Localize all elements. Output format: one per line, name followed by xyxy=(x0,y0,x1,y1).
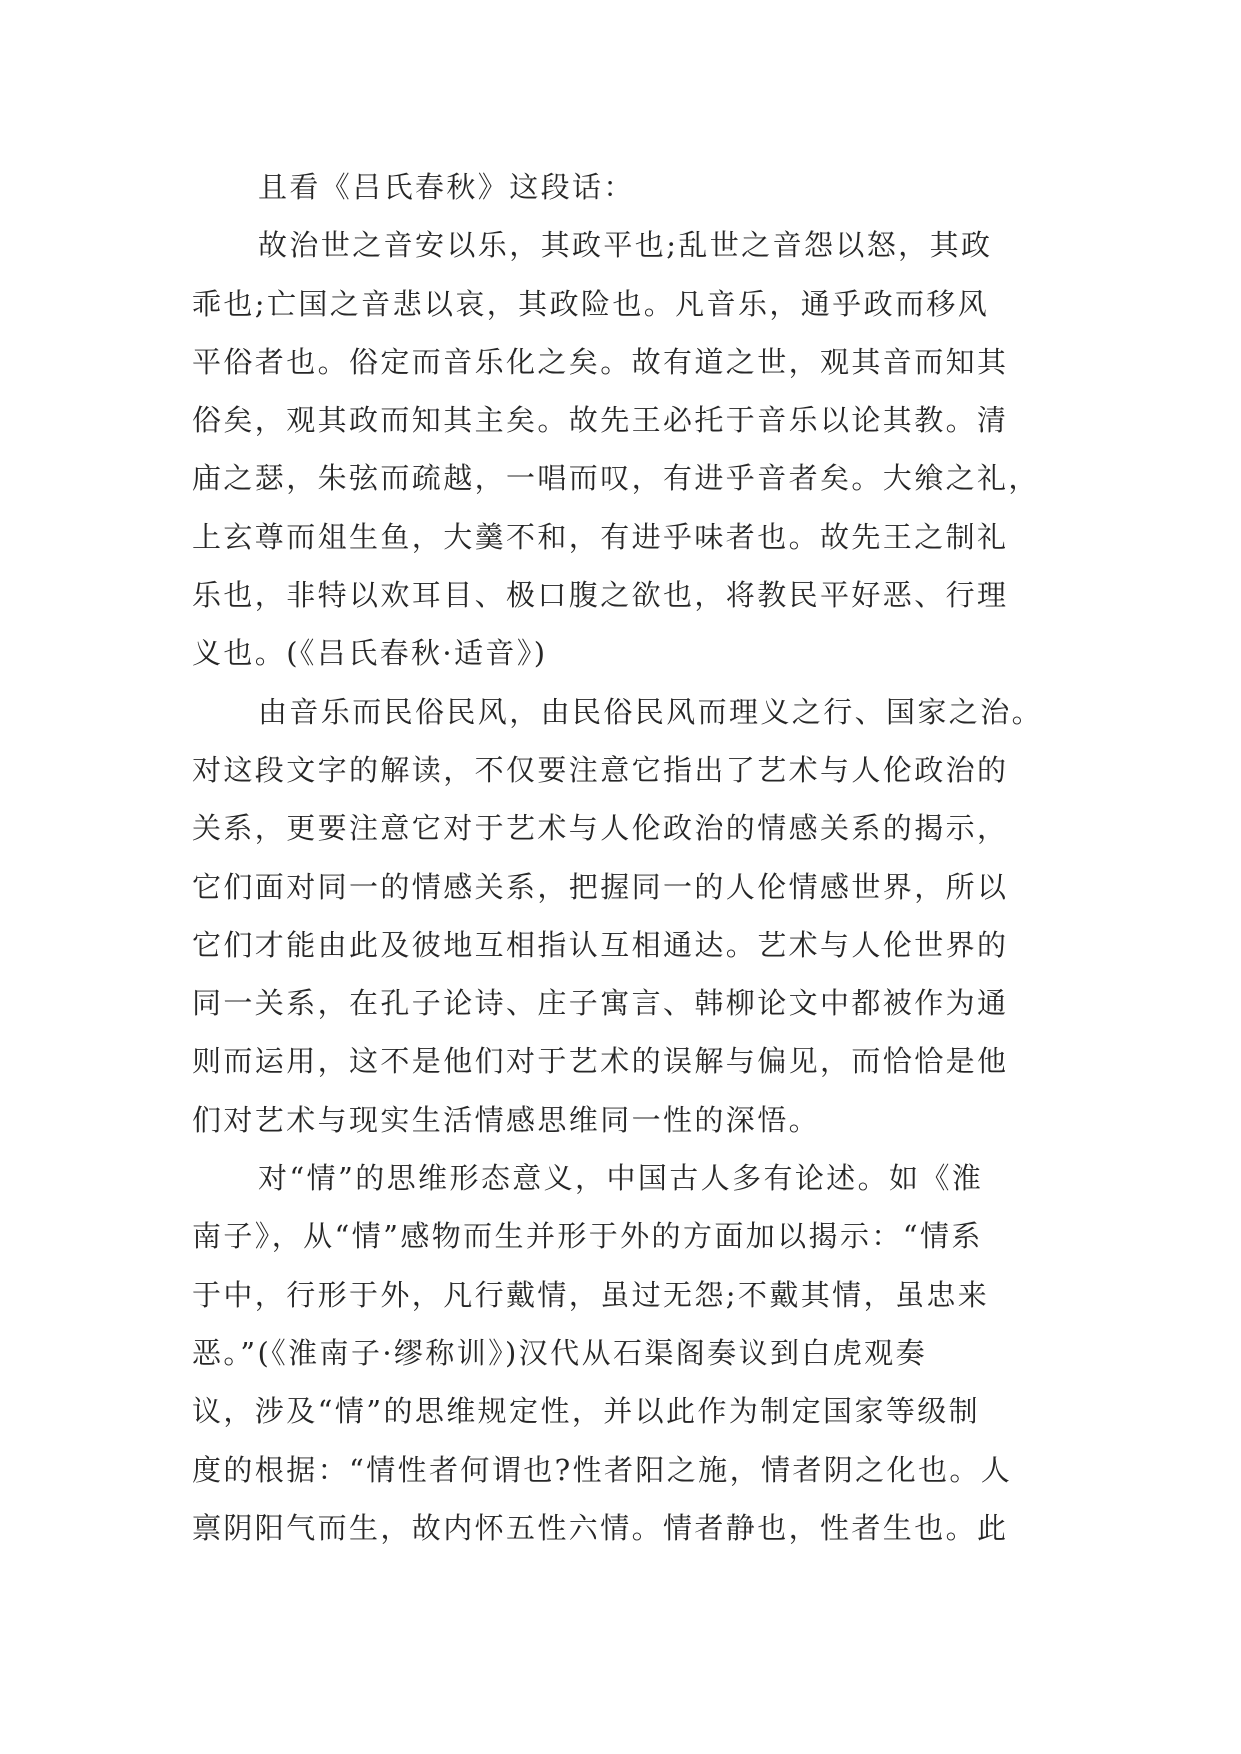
text-line: 南子》，从“情”感物而生并形于外的方面加以揭示：“情系 xyxy=(192,1219,983,1254)
text-line: 于中，行形于外，凡行戴情，虽过无怨;不戴其情，虽忠来 xyxy=(192,1277,990,1312)
text-line: 对这段文字的解读，不仅要注意它指出了艺术与人伦政治的 xyxy=(192,752,1009,787)
text-line: 们对艺术与现实生活情感思维同一性的深悟。 xyxy=(192,1102,821,1137)
text-line: 恶。”(《淮南子·缪称训》)汉代从石渠阁奏议到白虎观奏 xyxy=(192,1335,927,1370)
text-line: 则而运用，这不是他们对于艺术的误解与偏见，而恰恰是他 xyxy=(192,1044,1009,1079)
text-line: 庙之瑟，朱弦而疏越，一唱而叹，有进乎音者矣。大飨之礼， xyxy=(192,461,1040,496)
text-line: 它们才能由此及彼地互相指认互相通达。艺术与人伦世界的 xyxy=(192,927,1009,962)
text-line: 对“情”的思维形态意义，中国古人多有论述。如《淮 xyxy=(258,1161,984,1196)
text-line: 同一关系，在孔子论诗、庄子寓言、韩柳论文中都被作为通 xyxy=(192,986,1009,1021)
text-line: 度的根据：“情性者何谓也?性者阳之施，情者阴之化也。人 xyxy=(192,1452,1013,1487)
text-line: 议，涉及“情”的思维规定性，并以此作为制定国家等级制 xyxy=(192,1394,981,1429)
text-line: 俗矣，观其政而知其主矣。故先王必托于音乐以论其教。清 xyxy=(192,403,1009,438)
text-line: 义也。(《吕氏春秋·适音》) xyxy=(192,636,548,671)
document-body xyxy=(192,158,1052,1557)
text-line: 上玄尊而俎生鱼，大羹不和，有进乎味者也。故先王之制礼 xyxy=(192,519,1009,554)
text-line: 且看《吕氏春秋》这段话： xyxy=(258,170,635,204)
text-line: 故治世之音安以乐，其政平也;乱世之音怨以怒，其政 xyxy=(258,228,993,263)
text-line: 乐也，非特以欢耳目、极口腹之欲也，将教民平好恶、行理 xyxy=(192,578,1009,613)
text-line: 关系，更要注意它对于艺术与人伦政治的情感关系的揭示， xyxy=(192,811,1009,846)
text-line: 由音乐而民俗民风，由民俗民风而理义之行、国家之治。 xyxy=(258,694,1044,729)
text-line: 乖也;亡国之音悲以哀，其政险也。凡音乐，通乎政而移风 xyxy=(192,286,990,321)
text-line: 禀阴阳气而生，故内怀五性六情。情者静也，性者生也。此 xyxy=(192,1510,1009,1545)
text-line: 平俗者也。俗定而音乐化之矣。故有道之世，观其音而知其 xyxy=(192,344,1009,379)
text-line: 它们面对同一的情感关系，把握同一的人伦情感世界，所以 xyxy=(192,869,1009,904)
